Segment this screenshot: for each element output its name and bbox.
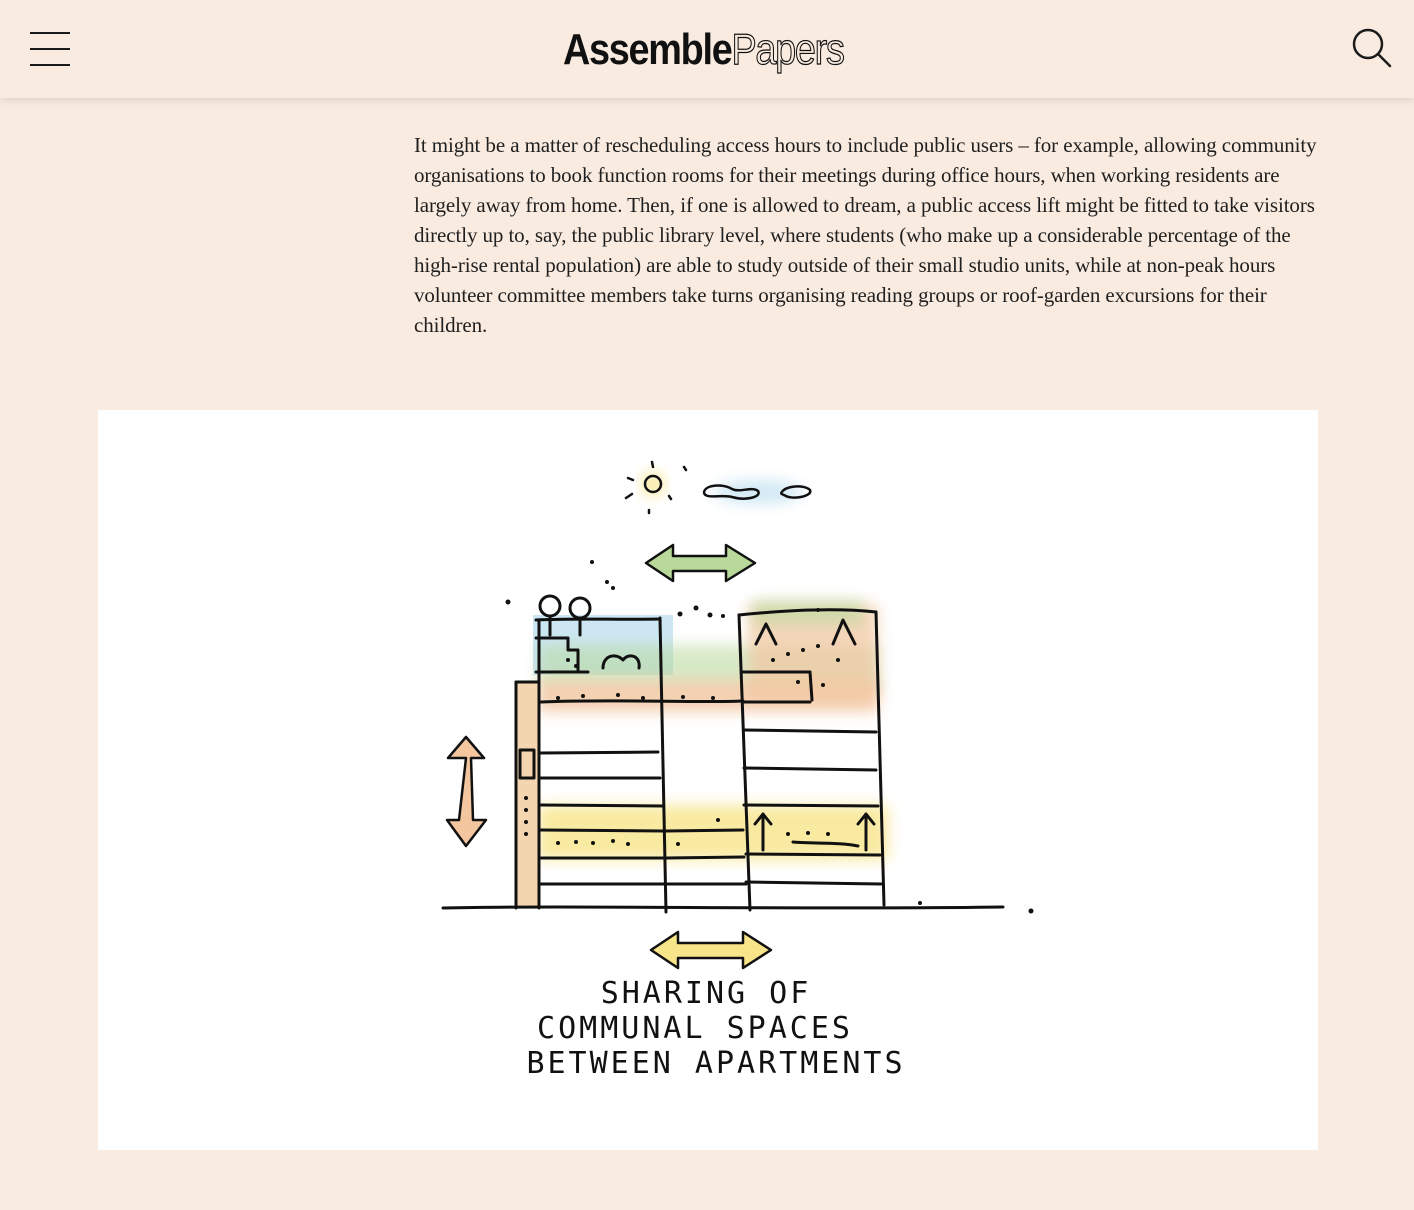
double-arrow-icon <box>651 932 771 968</box>
search-icon <box>1350 26 1394 70</box>
hamburger-menu-icon <box>30 32 70 34</box>
article-paragraph: It might be a matter of rescheduling access hours to include public users – for example, allowing community organisations to book function rooms for their meetings during office hours, when working residents are largely away from home. Then, if one is allowed to dream, a public access lift might be fitted to take visitors directly up to, say, the public library level, where students (who make up a considerable percentage of the high-rise rental population) are able to study outside of their small studio units, while at non-peak hours volunteer committee members take turns organising reading groups or roof-garden excursions for their children. <box>414 133 1317 337</box>
double-arrow-icon <box>646 545 755 581</box>
caption-line: SHARING OF <box>600 976 812 1011</box>
logo-wordmark-outline: Papers <box>731 25 844 74</box>
logo-wordmark-bold: Assemble <box>563 25 732 74</box>
search-button[interactable] <box>1350 26 1394 70</box>
hamburger-menu-icon <box>30 64 70 66</box>
article-illustration <box>98 410 1318 1150</box>
caption-line: COMMUNAL SPACES <box>537 1011 853 1046</box>
caption-line: BETWEEN APARTMENTS <box>526 1046 906 1081</box>
site-header <box>0 0 1414 98</box>
site-logo[interactable] <box>563 22 844 78</box>
sketch-caption <box>526 976 905 1081</box>
menu-button[interactable] <box>22 22 78 76</box>
sun-icon <box>626 462 686 513</box>
cloud-icon <box>704 480 810 504</box>
vertical-arrow-icon <box>447 737 486 846</box>
building-section-sketch <box>98 410 1318 1150</box>
hamburger-menu-icon <box>30 48 70 50</box>
